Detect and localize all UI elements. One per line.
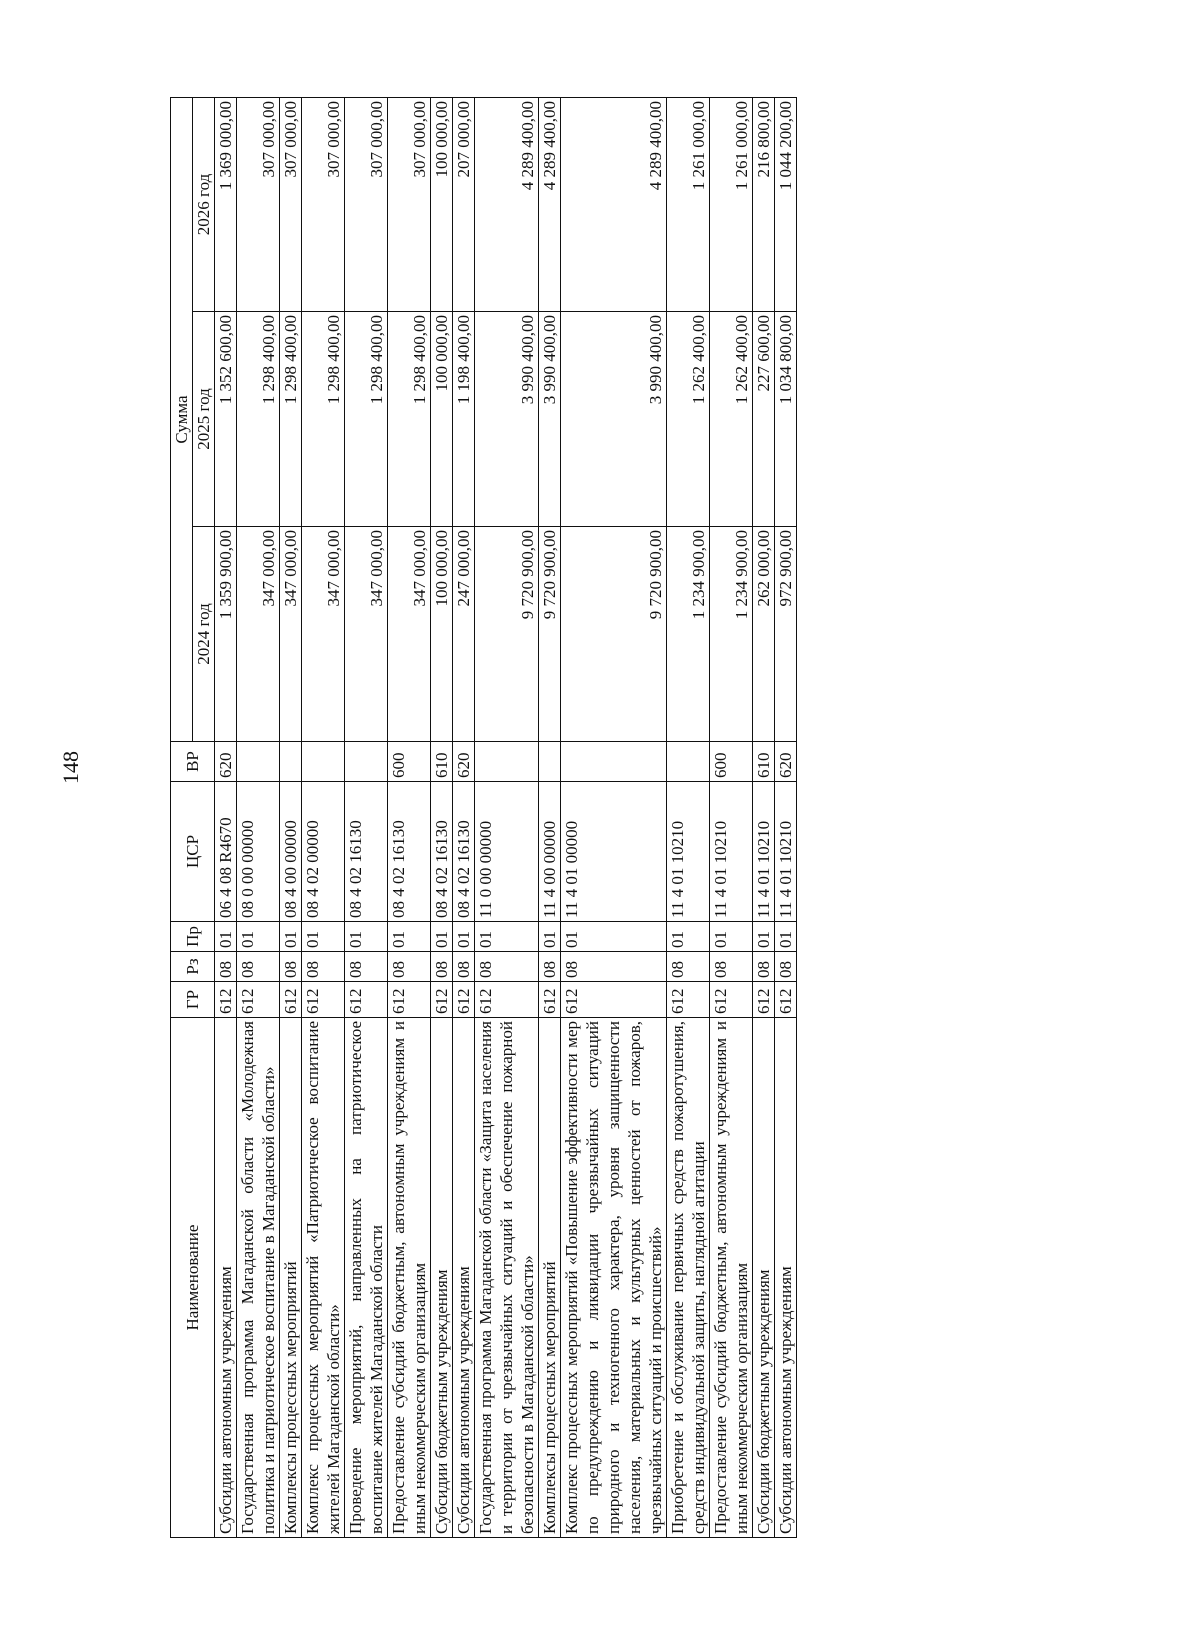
cell-2024: 247 000,00 (453, 527, 475, 742)
cell-gr: 612 (431, 982, 453, 1018)
cell-csr: 11 4 01 10210 (775, 782, 797, 922)
cell-rz: 08 (215, 952, 237, 982)
cell-vr (280, 742, 302, 782)
cell-rz: 08 (475, 952, 539, 982)
header-row (171, 97, 193, 1537)
cell-2025: 1 034 800,00 (775, 312, 797, 527)
cell-2026: 4 289 400,00 (539, 97, 561, 311)
table-row (388, 97, 431, 1537)
cell-2026: 4 289 400,00 (475, 97, 539, 311)
cell-2026: 4 289 400,00 (561, 97, 667, 311)
cell-2024: 100 000,00 (431, 527, 453, 742)
cell-2024: 9 720 900,00 (475, 527, 539, 742)
cell-csr: 08 4 02 00000 (302, 782, 345, 922)
cell-csr: 06 4 08 R4670 (215, 782, 237, 922)
cell-gr: 612 (237, 982, 280, 1018)
cell-vr: 610 (431, 742, 453, 782)
cell-rz: 08 (753, 952, 775, 982)
cell-name: Субсидии автономным учреждениям (775, 1018, 797, 1538)
cell-csr: 08 0 00 00000 (237, 782, 280, 922)
cell-2025: 1 352 600,00 (215, 312, 237, 527)
cell-pr: 01 (753, 922, 775, 952)
table-row (667, 97, 710, 1537)
cell-gr: 612 (345, 982, 388, 1018)
cell-rz: 08 (280, 952, 302, 982)
cell-gr: 612 (453, 982, 475, 1018)
cell-pr: 01 (431, 922, 453, 952)
cell-gr: 612 (280, 982, 302, 1018)
cell-name: Государственная программа Магаданской области «Защита населения и территории от чрезвычайных ситуаций и обеспечение пожарной безопасности в Магаданской области» (475, 1018, 539, 1538)
cell-vr: 600 (710, 742, 753, 782)
cell-pr: 01 (215, 922, 237, 952)
table-row (775, 97, 797, 1537)
cell-name: Проведение мероприятий, направленных на патриотическое воспитание жителей Магаданской области (345, 1018, 388, 1538)
cell-2024: 1 234 900,00 (710, 527, 753, 742)
cell-rz: 08 (388, 952, 431, 982)
table-row (475, 97, 539, 1537)
cell-pr: 01 (345, 922, 388, 952)
cell-rz: 08 (539, 952, 561, 982)
cell-pr: 01 (475, 922, 539, 952)
header-year-2025: 2025 год (193, 312, 215, 527)
table-row (302, 97, 345, 1537)
cell-rz: 08 (237, 952, 280, 982)
cell-2026: 100 000,00 (431, 97, 453, 311)
cell-csr: 11 4 01 00000 (561, 782, 667, 922)
cell-gr: 612 (215, 982, 237, 1018)
cell-vr: 620 (453, 742, 475, 782)
cell-2026: 1 261 000,00 (710, 97, 753, 311)
cell-gr: 612 (710, 982, 753, 1018)
cell-pr: 01 (388, 922, 431, 952)
cell-gr: 612 (775, 982, 797, 1018)
cell-gr: 612 (753, 982, 775, 1018)
cell-pr: 01 (561, 922, 667, 952)
cell-csr: 11 4 01 10210 (710, 782, 753, 922)
cell-csr: 08 4 02 16130 (388, 782, 431, 922)
cell-rz: 08 (453, 952, 475, 982)
cell-csr: 08 4 00 00000 (280, 782, 302, 922)
cell-name: Предоставление субсидий бюджетным, автономным учреждениям и иным некоммерческим организациям (388, 1018, 431, 1538)
cell-csr: 11 4 01 10210 (753, 782, 775, 922)
cell-2025: 1 298 400,00 (237, 312, 280, 527)
cell-name: Субсидии бюджетным учреждениям (753, 1018, 775, 1538)
cell-2024: 347 000,00 (302, 527, 345, 742)
table-row (280, 97, 302, 1537)
cell-name: Предоставление субсидий бюджетным, автономным учреждениям и иным некоммерческим организациям (710, 1018, 753, 1538)
cell-gr: 612 (302, 982, 345, 1018)
table-row (431, 97, 453, 1537)
cell-2026: 307 000,00 (237, 97, 280, 311)
header-pr: Пр (171, 922, 215, 952)
cell-gr: 612 (388, 982, 431, 1018)
cell-vr: 610 (753, 742, 775, 782)
table-row (345, 97, 388, 1537)
cell-gr: 612 (539, 982, 561, 1018)
cell-2024: 1 359 900,00 (215, 527, 237, 742)
cell-2026: 216 800,00 (753, 97, 775, 311)
cell-pr: 01 (280, 922, 302, 952)
cell-vr (475, 742, 539, 782)
header-vr: ВР (171, 742, 215, 782)
cell-2024: 9 720 900,00 (561, 527, 667, 742)
cell-csr: 08 4 02 16130 (345, 782, 388, 922)
cell-name: Субсидии бюджетным учреждениям (431, 1018, 453, 1538)
cell-vr (237, 742, 280, 782)
cell-2026: 1 261 000,00 (667, 97, 710, 311)
cell-2026: 307 000,00 (345, 97, 388, 311)
cell-2024: 972 900,00 (775, 527, 797, 742)
cell-2025: 1 298 400,00 (280, 312, 302, 527)
table-row (215, 97, 237, 1537)
cell-2024: 1 234 900,00 (667, 527, 710, 742)
cell-2024: 347 000,00 (280, 527, 302, 742)
cell-pr: 01 (237, 922, 280, 952)
cell-rz: 08 (710, 952, 753, 982)
header-year-2026: 2026 год (193, 97, 215, 311)
cell-csr: 08 4 02 16130 (431, 782, 453, 922)
cell-gr: 612 (561, 982, 667, 1018)
cell-rz: 08 (561, 952, 667, 982)
cell-vr: 620 (215, 742, 237, 782)
table-row (237, 97, 280, 1537)
header-sum: Сумма (171, 97, 193, 741)
cell-rz: 08 (667, 952, 710, 982)
cell-2025: 1 262 400,00 (710, 312, 753, 527)
cell-name: Комплексы процессных мероприятий (280, 1018, 302, 1538)
cell-csr: 08 4 02 16130 (453, 782, 475, 922)
cell-name: Комплексы процессных мероприятий (539, 1018, 561, 1538)
cell-vr (667, 742, 710, 782)
header-gr: ГР (171, 982, 215, 1018)
header-year-2024: 2024 год (193, 527, 215, 742)
cell-vr: 600 (388, 742, 431, 782)
cell-2025: 227 600,00 (753, 312, 775, 527)
cell-name: Государственная программа Магаданской области «Молодежная политика и патриотическое воспитание в Магаданской области» (237, 1018, 280, 1538)
page-number: 148 (58, 751, 83, 784)
cell-pr: 01 (453, 922, 475, 952)
cell-2025: 1 262 400,00 (667, 312, 710, 527)
cell-vr (539, 742, 561, 782)
cell-csr: 11 4 01 10210 (667, 782, 710, 922)
table-row (539, 97, 561, 1537)
cell-name: Комплекс процессных мероприятий «Повышение эффективности мер по предупреждению и ликвидации чрезвычайных ситуаций природного и техногенного характера, уровня защищенности населения, материальных и культурных ценностей от пожаров, чрезвычайных ситуаций и происшествий» (561, 1018, 667, 1538)
header-name: Наименование (171, 1018, 215, 1538)
header-rz: Рз (171, 952, 215, 982)
cell-rz: 08 (775, 952, 797, 982)
cell-2024: 347 000,00 (345, 527, 388, 742)
cell-2026: 207 000,00 (453, 97, 475, 311)
cell-2025: 3 990 400,00 (561, 312, 667, 527)
cell-2025: 1 198 400,00 (453, 312, 475, 527)
cell-rz: 08 (345, 952, 388, 982)
cell-csr: 11 4 00 00000 (539, 782, 561, 922)
cell-vr: 620 (775, 742, 797, 782)
cell-pr: 01 (775, 922, 797, 952)
cell-2026: 307 000,00 (302, 97, 345, 311)
cell-2025: 3 990 400,00 (475, 312, 539, 527)
cell-2025: 1 298 400,00 (345, 312, 388, 527)
cell-gr: 612 (667, 982, 710, 1018)
cell-name: Субсидии автономным учреждениям (215, 1018, 237, 1538)
cell-2025: 3 990 400,00 (539, 312, 561, 527)
cell-2026: 307 000,00 (388, 97, 431, 311)
cell-name: Комплекс процессных мероприятий «Патриотическое воспитание жителей Магаданской области» (302, 1018, 345, 1538)
budget-table-container (170, 98, 1182, 1538)
cell-2025: 1 298 400,00 (388, 312, 431, 527)
header-csr: ЦСР (171, 782, 215, 922)
cell-2024: 262 000,00 (753, 527, 775, 742)
cell-csr: 11 0 00 00000 (475, 782, 539, 922)
table-row (453, 97, 475, 1537)
cell-2026: 1 369 000,00 (215, 97, 237, 311)
cell-2024: 347 000,00 (388, 527, 431, 742)
cell-2024: 9 720 900,00 (539, 527, 561, 742)
table-row (710, 97, 753, 1537)
table-row (561, 97, 667, 1537)
cell-2025: 1 298 400,00 (302, 312, 345, 527)
cell-pr: 01 (302, 922, 345, 952)
cell-2026: 307 000,00 (280, 97, 302, 311)
cell-vr (561, 742, 667, 782)
cell-rz: 08 (431, 952, 453, 982)
cell-gr: 612 (475, 982, 539, 1018)
cell-vr (302, 742, 345, 782)
cell-name: Субсидии автономным учреждениям (453, 1018, 475, 1538)
cell-2025: 100 000,00 (431, 312, 453, 527)
cell-2024: 347 000,00 (237, 527, 280, 742)
table-row (753, 97, 775, 1537)
cell-pr: 01 (667, 922, 710, 952)
budget-table (170, 97, 797, 1538)
cell-pr: 01 (710, 922, 753, 952)
cell-2026: 1 044 200,00 (775, 97, 797, 311)
cell-pr: 01 (539, 922, 561, 952)
cell-rz: 08 (302, 952, 345, 982)
cell-vr (345, 742, 388, 782)
cell-name: Приобретение и обслуживание первичных средств пожаротушения, средств индивидуальной защиты, наглядной агитации (667, 1018, 710, 1538)
